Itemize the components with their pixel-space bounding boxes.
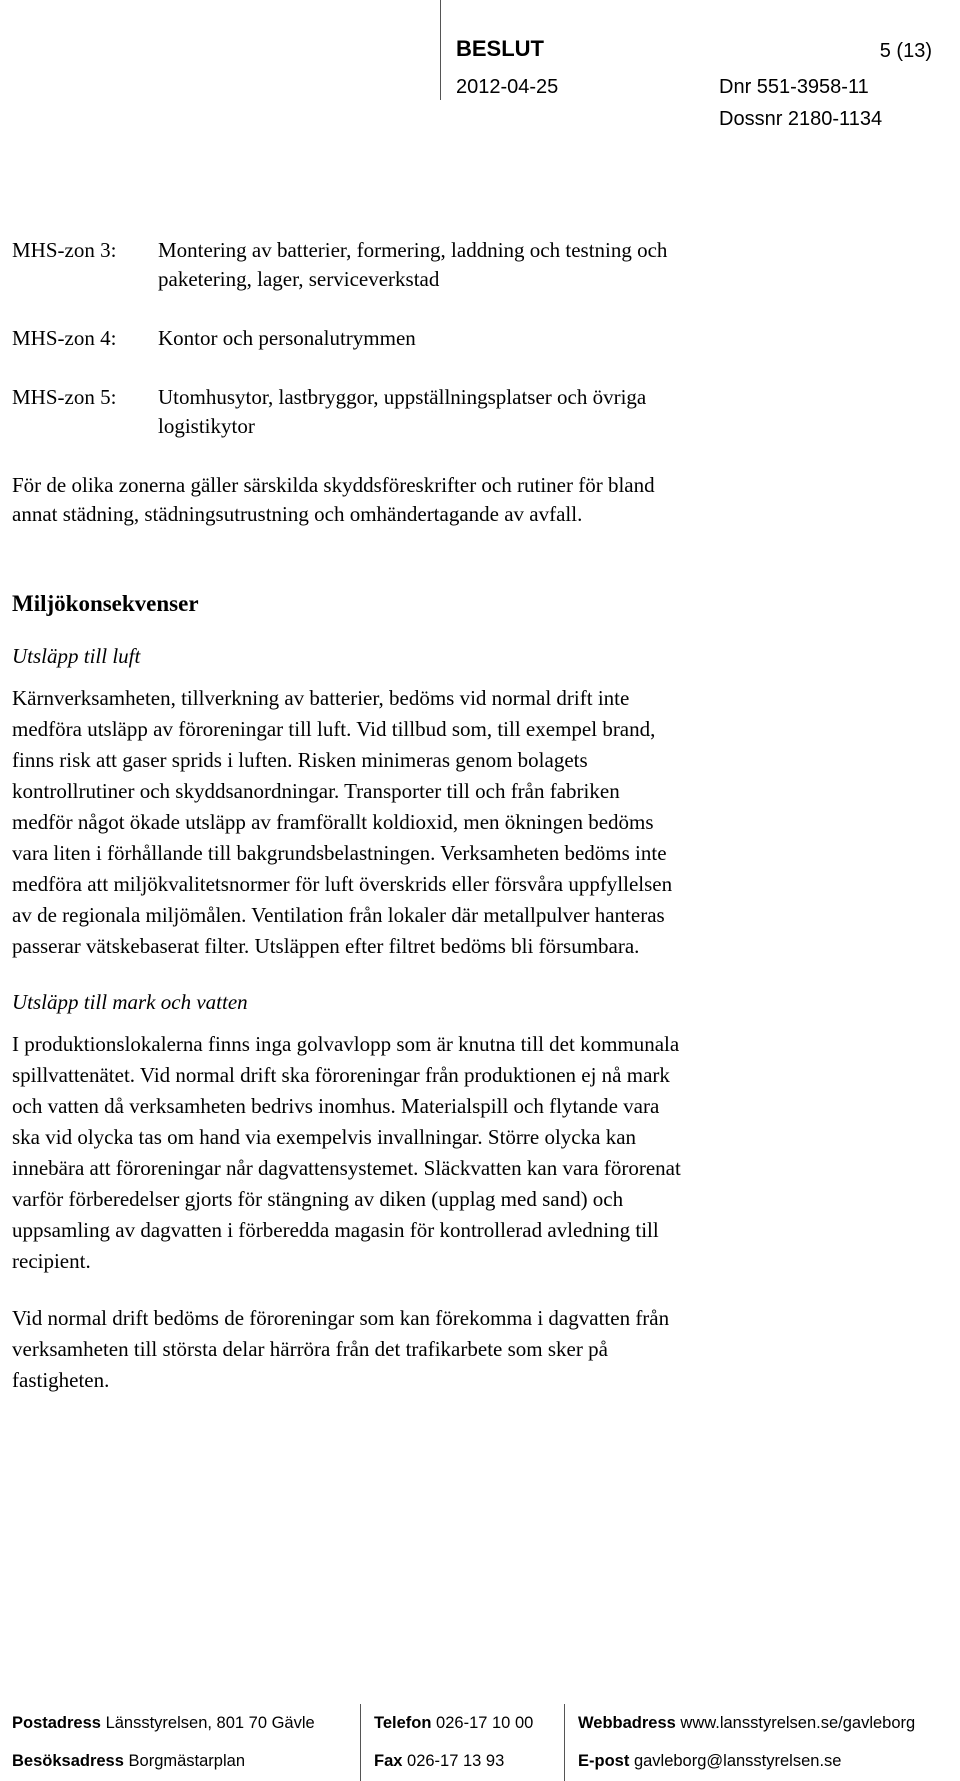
footer-value: Länsstyrelsen, 801 70 Gävle [105, 1714, 315, 1732]
footer-label: E-post [578, 1752, 630, 1770]
footer-phone-column [374, 1704, 533, 1780]
text-line: varför förberedelser gjorts för stängning av diken (upplag med sand) och [12, 1187, 624, 1211]
footer-divider [360, 1704, 361, 1781]
text-line: För de olika zonerna gäller särskilda skyddsföreskrifter och rutiner för bland [12, 473, 655, 497]
text-line: Montering av batterier, formering, laddning och testning och [158, 238, 668, 262]
page-footer [12, 1704, 960, 1781]
text-line: av de regionala miljömålen. Ventilation från lokaler där metallpulver hanteras [12, 903, 665, 927]
ground-water-paragraph-1 [12, 1029, 942, 1277]
text-line: medföra att miljökvalitetsnormer för luft överskrids eller försvåra uppfyllelsen [12, 872, 673, 896]
footer-web-link[interactable]: www.lansstyrelsen.se/gavleborg [680, 1714, 916, 1732]
subsection-heading-air: Utsläpp till luft [12, 644, 141, 668]
footer-value: Borgmästarplan [128, 1752, 245, 1770]
text-line: Kontor och personalutrymmen [158, 326, 416, 350]
zone-description [158, 236, 942, 294]
text-line: I produktionslokalerna finns inga golvavlopp som är knutna till det kommunala [12, 1032, 680, 1056]
zone-item [12, 236, 942, 294]
ground-water-paragraph-2 [12, 1303, 942, 1396]
text-line: finns risk att gaser sprids i luften. Risken minimeras genom bolagets [12, 748, 588, 772]
text-line: innebära att föroreningar når dagvattensystemet. Släckvatten kan vara förorenat [12, 1156, 681, 1180]
text-line: medför något ökade utsläpp av framförallt koldioxid, men ökningen bedöms [12, 810, 654, 834]
text-line: annat städning, städningsutrustning och omhändertagande av avfall. [12, 502, 583, 526]
page-number: 5 (13) [879, 40, 932, 62]
footer-address-column [12, 1704, 315, 1780]
document-body [12, 236, 942, 1422]
footer-epost [578, 1742, 915, 1780]
text-line: kontrollrutiner och skyddsanordningar. Transporter till och från fabriken [12, 779, 620, 803]
text-line: fastigheten. [12, 1368, 110, 1392]
footer-web-column [578, 1704, 915, 1780]
footer-webbadress [578, 1704, 915, 1742]
text-line: ska vid olycka tas om hand via exempelvis invallningar. Större olycka kan [12, 1125, 637, 1149]
footer-besoksadress [12, 1742, 315, 1780]
text-line: vara liten i förhållande till bakgrundsbelastningen. Verksamheten bedöms inte [12, 841, 667, 865]
footer-label: Telefon [374, 1714, 432, 1732]
text-line: Utomhusytor, lastbryggor, uppställningsplatser och övriga [158, 385, 647, 409]
header-divider [440, 0, 441, 100]
footer-divider [564, 1704, 565, 1781]
text-line: medföra utsläpp av föroreningar till luft. Vid tillbud som, till exempel brand, [12, 717, 656, 741]
zone-description [158, 324, 942, 353]
footer-label: Fax [374, 1752, 403, 1770]
footer-fax [374, 1742, 533, 1780]
zone-item [12, 383, 942, 441]
footer-value: 026-17 13 93 [407, 1752, 505, 1770]
footer-telefon [374, 1704, 533, 1742]
dossnr-number: Dossnr 2180-1134 [719, 108, 883, 130]
document-date: 2012-04-25 [456, 76, 559, 98]
text-line: spillvattenätet. Vid normal drift ska föroreningar från produktionen ej nå mark [12, 1063, 670, 1087]
zone-label: MHS-zon 3: [12, 238, 117, 262]
air-emissions-paragraph [12, 683, 942, 962]
footer-email-link[interactable]: gavleborg@lansstyrelsen.se [633, 1752, 842, 1770]
zone-label: MHS-zon 5: [12, 385, 117, 409]
footer-label: Besöksadress [12, 1752, 124, 1770]
footer-postadress [12, 1704, 315, 1742]
document-type: BESLUT [456, 36, 544, 61]
footer-value: 026-17 10 00 [436, 1714, 534, 1732]
intro-paragraph [12, 471, 942, 529]
text-line: logistikytor [158, 414, 255, 438]
text-line: Kärnverksamheten, tillverkning av batterier, bedöms vid normal drift inte [12, 686, 630, 710]
text-line: och vatten då verksamheten bedrivs inomhus. Materialspill och flytande vara [12, 1094, 660, 1118]
text-line: Vid normal drift bedöms de föroreningar som kan förekomma i dagvatten från [12, 1306, 670, 1330]
text-line: passerar vätskebaserat filter. Utsläppen efter filtret bedöms bli försumbara. [12, 934, 640, 958]
dnr-number: Dnr 551-3958-11 [719, 76, 869, 98]
zone-item [12, 324, 942, 353]
footer-label: Webbadress [578, 1714, 676, 1732]
text-line: recipient. [12, 1249, 91, 1273]
text-line: paketering, lager, serviceverkstad [158, 267, 440, 291]
zone-description [158, 383, 942, 441]
subsection-heading-ground-water: Utsläpp till mark och vatten [12, 990, 248, 1014]
text-line: verksamheten till största delar härröra från det trafikarbete som sker på [12, 1337, 608, 1361]
zone-label: MHS-zon 4: [12, 326, 117, 350]
text-line: uppsamling av dagvatten i förberedda magasin för kontrollerad avledning till [12, 1218, 659, 1242]
section-heading: Miljökonsekvenser [12, 591, 199, 616]
footer-label: Postadress [12, 1714, 101, 1732]
